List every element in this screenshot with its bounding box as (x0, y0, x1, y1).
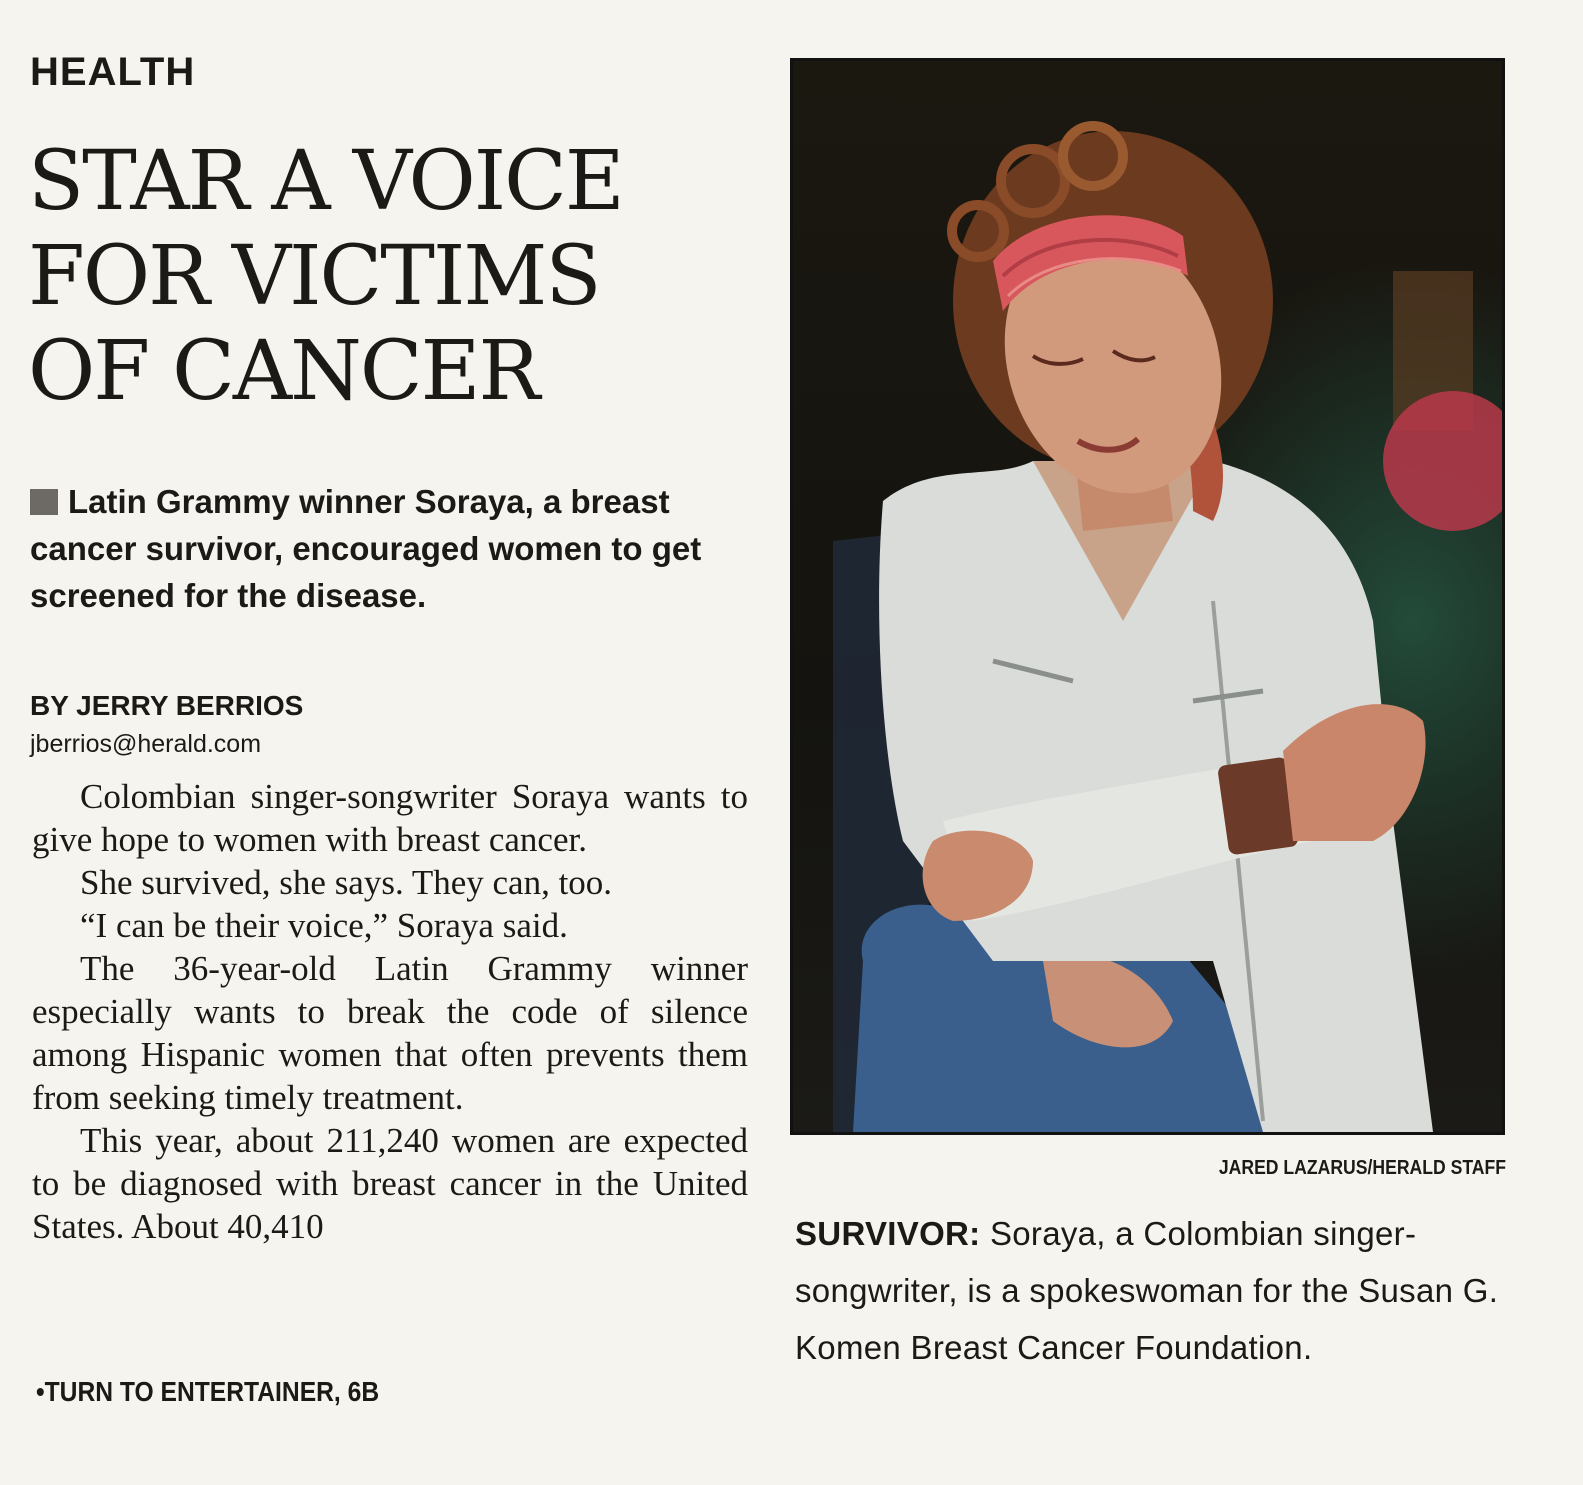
portrait-illustration (793, 61, 1502, 1132)
headline: STAR A VOICE FOR VICTIMS OF CANCER (28, 134, 623, 419)
section-label: HEALTH (30, 50, 196, 94)
byline: BY JERRY BERRIOS (30, 690, 304, 721)
body-paragraph: She survived, she says. They can, too. (80, 863, 613, 902)
summary (30, 478, 750, 619)
caption-kicker: SURVIVOR: (795, 1215, 981, 1252)
jump-line: •TURN TO ENTERTAINER, 6B (36, 1376, 380, 1407)
square-bullet-icon (30, 489, 58, 515)
caption-text: Soraya, a Colombian singer-songwriter, is a spokeswoman for the Susan G. Komen Breast Cancer Foundation. (795, 1215, 1499, 1366)
article-photo (790, 58, 1505, 1135)
summary-text: Latin Grammy winner Soraya, a breast cancer survivor, encouraged women to get screened for the disease. (30, 483, 702, 614)
body-paragraph: Colombian singer-songwriter Soraya wants to give hope to women with breast cancer. (32, 777, 748, 859)
author-email: jberrios@herald.com (30, 730, 262, 758)
body-paragraph: “I can be their voice,” Soraya said. (80, 906, 568, 945)
photo-credit: JARED LAZARUS/HERALD STAFF (1218, 1157, 1506, 1179)
photo-caption (795, 1205, 1515, 1376)
body-paragraph: This year, about 211,240 women are expected to be diagnosed with breast cancer in the United States. About 40,410 (32, 1121, 748, 1246)
article-body (32, 775, 748, 1248)
jump-text: TURN TO ENTERTAINER, 6B (44, 1376, 380, 1407)
body-paragraph: The 36-year-old Latin Grammy winner especially wants to break the code of silence among Hispanic women that often prevents them from seeking timely treatment. (32, 949, 748, 1117)
